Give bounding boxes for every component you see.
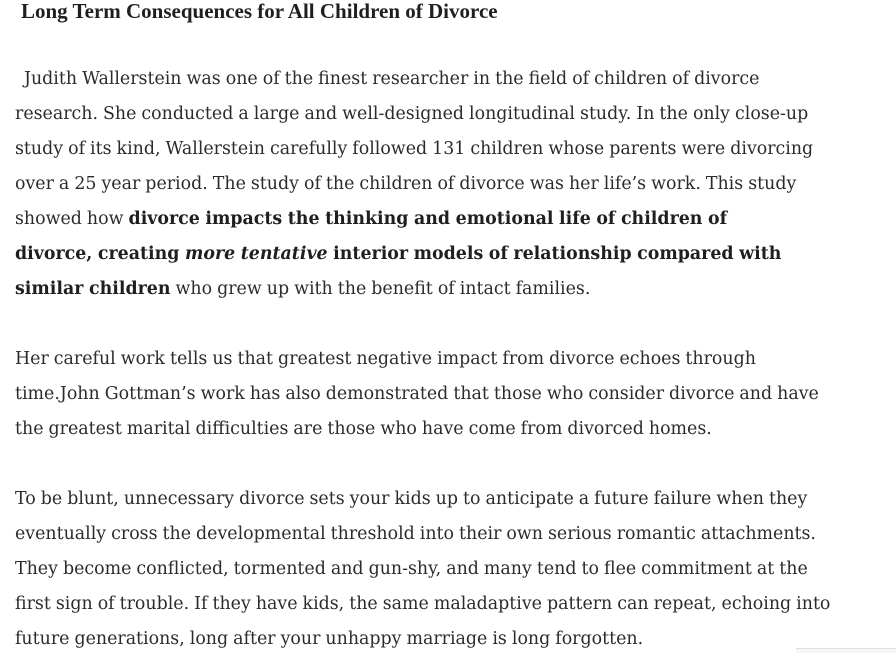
paragraph-consequences	[15, 482, 891, 657]
text-line	[15, 272, 891, 307]
text-line: To be blunt, unnecessary divorce sets your kids up to anticipate a future failure when they	[15, 489, 808, 509]
text-line: future generations, long after your unhappy marriage is long forgotten.	[15, 629, 644, 649]
bold-emphasis: similar children	[15, 279, 171, 299]
bold-emphasis	[15, 244, 781, 264]
text-line: eventually cross the developmental threshold into their own serious romantic attachments.	[15, 524, 816, 544]
text-line: Her careful work tells us that greatest negative impact from divorce echoes through	[15, 349, 756, 369]
text-run: showed how	[15, 209, 129, 229]
text-line: Judith Wallerstein was one of the finest researcher in the field of children of divorce	[24, 69, 760, 89]
page-edge-divider	[796, 648, 896, 653]
text-line	[15, 202, 891, 237]
bold-emphasis: divorce impacts the thinking and emotional life of children of	[128, 209, 728, 229]
paragraph-gottman	[15, 342, 891, 447]
text-line: study of its kind, Wallerstein carefully followed 131 children whose parents were divorcing	[15, 139, 814, 159]
bold-italic-emphasis: more tentative	[184, 244, 328, 264]
text-line	[15, 237, 891, 272]
text-line: first sign of trouble. If they have kids, the same maladaptive pattern can repeat, echoing into	[15, 594, 831, 614]
paragraph-wallerstein	[15, 62, 891, 307]
text-line: the greatest marital difficulties are those who have come from divorced homes.	[15, 419, 712, 439]
article-title: Long Term Consequences for All Children of Divorce	[21, 0, 498, 23]
text-run: who grew up with the benefit of intact families.	[170, 279, 591, 299]
text-line: research. She conducted a large and well-designed longitudinal study. In the only close-up	[15, 104, 809, 124]
text-line: They become conflicted, tormented and gun-shy, and many tend to flee commitment at the	[15, 559, 808, 579]
bold-text-run: divorce, creating	[15, 244, 185, 264]
text-line: over a 25 year period. The study of the children of divorce was her life’s work. This study	[15, 174, 797, 194]
text-line: time.John Gottman’s work has also demonstrated that those who consider divorce and have	[15, 384, 819, 404]
bold-text-run: interior models of relationship compared with	[327, 244, 782, 264]
